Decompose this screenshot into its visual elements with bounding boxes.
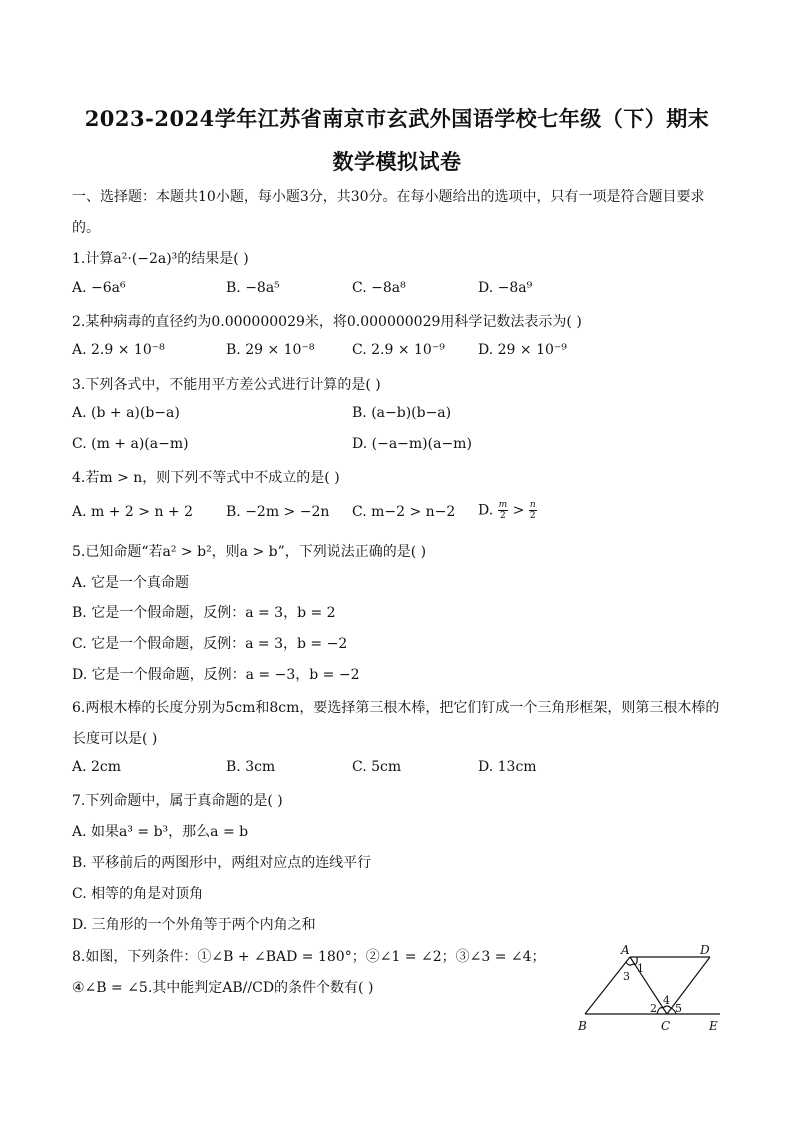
question-7-option-a: A. 如果a³ = b³，那么a = b — [72, 824, 249, 840]
angle-label-5: 5 — [675, 1002, 682, 1015]
label-b: B — [578, 1019, 587, 1033]
question-7-option-d: D. 三角形的一个外角等于两个内角之和 — [72, 917, 316, 933]
segment-dc — [667, 957, 710, 1014]
question-3-option-c: C. (m + a)(a−m) — [72, 436, 189, 452]
fraction-m-over-2 — [498, 500, 509, 521]
fraction-denominator: 2 — [529, 511, 536, 521]
segment-ab — [585, 957, 630, 1014]
question-1-option-b: B. −8a⁵ — [226, 280, 280, 296]
question-3-option-d: D. (−a−m)(a−m) — [352, 436, 472, 452]
question-7-stem: 7.下列命题中，属于真命题的是( ) — [72, 793, 283, 809]
greater-than-sign: > — [512, 502, 525, 519]
label-a: A — [621, 943, 630, 957]
question-2-stem: 2.某种病毒的直径约为0.000000029米，将0.000000029用科学记数法表示为( ) — [72, 314, 582, 330]
question-5-option-a: A. 它是一个真命题 — [72, 575, 190, 591]
question-6-option-c: C. 5cm — [352, 759, 402, 775]
page-title-line1: 2023-2024学年江苏省南京市玄武外国语学校七年级（下）期末 — [84, 106, 710, 131]
fraction-numerator: m — [498, 500, 508, 510]
parallelogram-figure — [575, 942, 735, 1037]
angle-label-3: 3 — [623, 970, 630, 983]
question-5-stem: 5.已知命题“若a² > b²，则a > b”，下列说法正确的是( ) — [72, 544, 427, 560]
question-6-option-d: D. 13cm — [478, 759, 537, 775]
option-d-label: D. — [478, 502, 494, 519]
angle-label-1: 1 — [637, 962, 644, 975]
question-4-stem: 4.若m > n，则下列不等式中不成立的是( ) — [72, 470, 340, 486]
question-5-option-d: D. 它是一个假命题，反例：a = −3，b = −2 — [72, 667, 360, 683]
angle-arc-2 — [657, 1008, 663, 1014]
question-1-stem: 1.计算a²·(−2a)³的结果是( ) — [72, 251, 249, 267]
question-2-option-a: A. 2.9 × 10⁻⁸ — [72, 342, 165, 358]
question-7-option-c: C. 相等的角是对顶角 — [72, 886, 204, 902]
angle-label-2: 2 — [650, 1002, 657, 1015]
question-3-option-a: A. (b + a)(b−a) — [72, 405, 180, 421]
section-heading-cont: 的。 — [72, 220, 100, 236]
question-2-option-d: D. 29 × 10⁻⁹ — [478, 342, 567, 358]
question-6-option-a: A. 2cm — [72, 759, 122, 775]
fraction-n-over-2 — [529, 500, 537, 521]
fraction-numerator: n — [529, 500, 536, 510]
question-2-option-c: C. 2.9 × 10⁻⁹ — [352, 342, 445, 358]
question-4-option-d — [478, 500, 537, 521]
angle-arc-3 — [626, 962, 633, 965]
label-e: E — [709, 1019, 718, 1033]
question-4-option-a: A. m + 2 > n + 2 — [72, 504, 194, 520]
question-6-option-b: B. 3cm — [226, 759, 276, 775]
label-c: C — [661, 1019, 671, 1033]
question-6-stem-cont: 长度可以是( ) — [72, 731, 158, 747]
segment-ac — [630, 957, 667, 1014]
page-title-line2: 数学模拟试卷 — [332, 149, 462, 174]
question-4-option-c: C. m−2 > n−2 — [352, 504, 456, 520]
question-5-option-c: C. 它是一个假命题，反例：a = 3，b = −2 — [72, 636, 348, 652]
angle-label-4: 4 — [663, 994, 670, 1007]
question-2-option-b: B. 29 × 10⁻⁸ — [226, 342, 315, 358]
section-heading: 一、选择题：本题共10小题，每小题3分，共30分。在每小题给出的选项中，只有一项是符合题目要求 — [72, 189, 705, 205]
question-1-option-a: A. −6a⁶ — [72, 280, 126, 296]
fraction-denominator: 2 — [500, 511, 506, 521]
question-1-option-c: C. −8a⁸ — [352, 280, 406, 296]
label-d: D — [700, 943, 710, 957]
question-1-option-d: D. −8a⁹ — [478, 280, 533, 296]
question-8-stem-cont: ④∠B = ∠5.其中能判定AB//CD的条件个数有( ) — [72, 980, 374, 996]
question-5-option-b: B. 它是一个假命题，反例：a = 3，b = 2 — [72, 605, 336, 621]
question-4-option-b: B. −2m > −2n — [226, 504, 330, 520]
question-6-stem: 6.两根木棒的长度分别为5cm和8cm，要选择第三根木棒，把它们钉成一个三角形框架，则第三根木棒的 — [72, 700, 720, 716]
question-3-option-b: B. (a−b)(b−a) — [352, 405, 452, 421]
question-8-stem: 8.如图，下列条件：①∠B + ∠BAD = 180°；②∠1 = ∠2；③∠3 = ∠4； — [72, 949, 546, 965]
question-3-stem: 3.下列各式中，不能用平方差公式进行计算的是( ) — [72, 377, 381, 393]
question-7-option-b: B. 平移前后的两图形中，两组对应点的连线平行 — [72, 855, 372, 871]
